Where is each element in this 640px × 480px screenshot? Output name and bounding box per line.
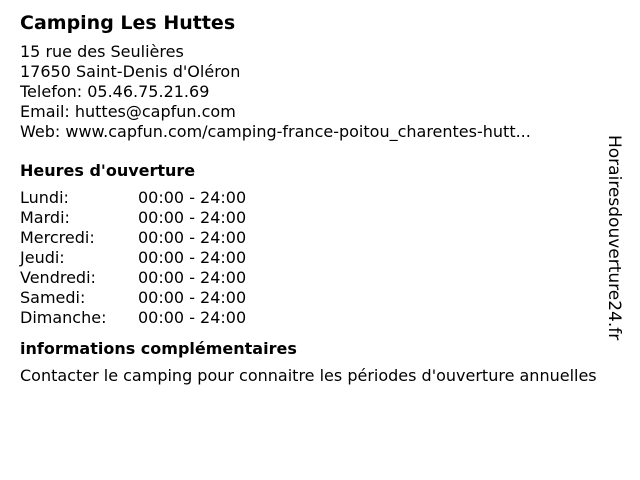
time-range: 00:00 - 24:00 <box>138 248 247 267</box>
day-label: Vendredi: <box>20 268 96 287</box>
hours-row-wednesday <box>20 228 610 248</box>
hours-row-friday <box>20 268 610 288</box>
listing-title: Camping Les Huttes <box>20 12 236 34</box>
hours-row-thursday <box>20 248 610 268</box>
time-range: 00:00 - 24:00 <box>138 208 247 227</box>
additional-info-text: Contacter le camping pour connaitre les périodes d'ouverture annuelles <box>20 366 597 385</box>
opening-hours-heading: Heures d'ouverture <box>20 161 196 180</box>
website-line: Web: www.capfun.com/camping-france-poitou_charentes-hutt... <box>20 122 531 141</box>
time-range: 00:00 - 24:00 <box>138 268 247 287</box>
time-range: 00:00 - 24:00 <box>138 288 247 307</box>
hours-row-monday <box>20 188 610 208</box>
site-brand-vertical: Horairesdouverture24.fr <box>604 135 624 341</box>
time-range: 00:00 - 24:00 <box>138 228 247 247</box>
phone-line: Telefon: 05.46.75.21.69 <box>20 82 210 101</box>
additional-info-heading: informations complémentaires <box>20 339 297 358</box>
day-label: Jeudi: <box>20 248 65 267</box>
day-label: Lundi: <box>20 188 69 207</box>
day-label: Mardi: <box>20 208 70 227</box>
email-line: Email: huttes@capfun.com <box>20 102 236 121</box>
day-label: Mercredi: <box>20 228 95 247</box>
time-range: 00:00 - 24:00 <box>138 188 247 207</box>
listing-card <box>20 10 610 386</box>
time-range: 00:00 - 24:00 <box>138 308 247 327</box>
address-city: 17650 Saint-Denis d'Oléron <box>20 62 241 81</box>
hours-row-sunday <box>20 308 610 328</box>
hours-row-saturday <box>20 288 610 308</box>
hours-row-tuesday <box>20 208 610 228</box>
opening-hours-list <box>20 188 610 328</box>
day-label: Samedi: <box>20 288 86 307</box>
address-street: 15 rue des Seulières <box>20 42 184 61</box>
day-label: Dimanche: <box>20 308 107 327</box>
